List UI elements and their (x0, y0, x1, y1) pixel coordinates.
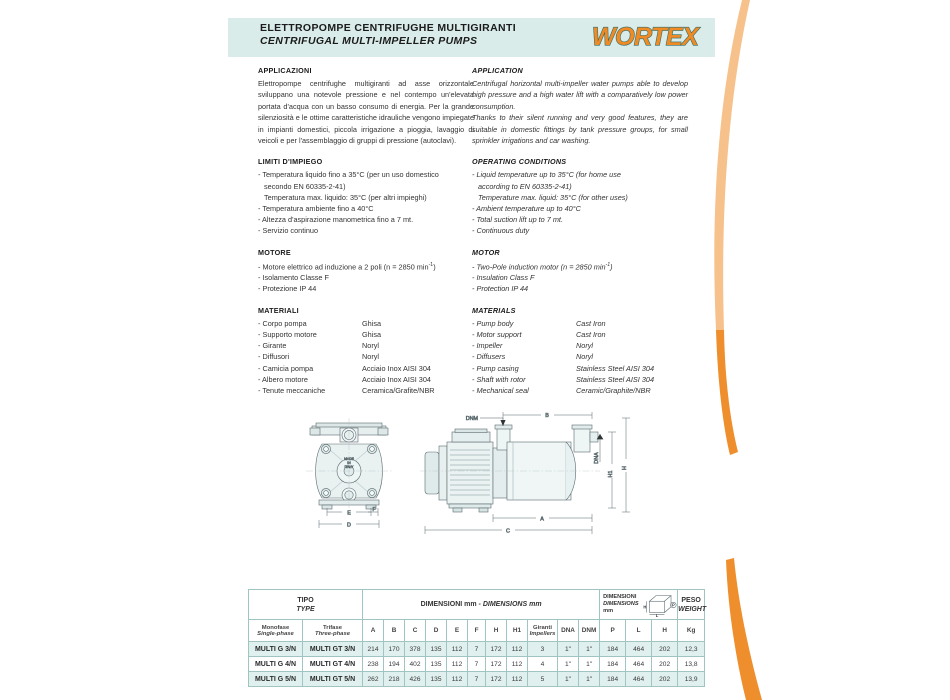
section-limiti (258, 157, 474, 236)
limiti-item: secondo EN 60335-2-41) (264, 181, 346, 191)
cell-H1: 112 (507, 657, 528, 672)
cell-DNA: 1" (558, 657, 579, 672)
title-english: CENTRIFUGAL MULTI-IMPELLER PUMPS (260, 35, 478, 47)
material-key: - Corpo pompa (258, 318, 307, 328)
label-DNM: DNM (465, 415, 478, 422)
superscript-minus-one: -1 (605, 261, 611, 268)
material-value: Noryl (576, 341, 594, 351)
material-key: - Motor support (472, 329, 522, 339)
th-giranti (528, 620, 558, 642)
wortex-logo: WORTEX (592, 23, 699, 51)
material-key: - Diffusori (258, 352, 290, 362)
th-monofase (249, 620, 303, 642)
cell-giranti: 5 (528, 672, 558, 687)
conditions-item: - Liquid temperature up to 35°C (for home use (472, 170, 621, 180)
section-operating-conditions (472, 157, 688, 236)
svg-text:MADE: MADE (344, 457, 354, 461)
cell-tri: MULTI GT 4/N (303, 657, 363, 672)
section-materiali (258, 306, 474, 396)
cell-H: 172 (486, 672, 507, 687)
technical-drawings (300, 412, 680, 562)
cell-mono: MULTI G 3/N (249, 642, 303, 657)
material-value: Ceramic/Graphite/NBR (576, 385, 651, 395)
applicazioni-body: Elettropompe centrifughe multigiranti ad asse orizzontale sviluppano una notevole pressione e nel contempo un'elevata portata d'acqua con un basso consumo di energia. Per la grande silenziosità e le ottime caratteristiche idrauliche vengono impiegate in impianti domestici, piccola irrigazione a pioggia, lavaggio di veicoli e per l'assemblaggio di gruppi di pressione (autoclavi). (258, 79, 474, 146)
section-motore (258, 248, 474, 295)
giranti-en: Impellers (529, 630, 556, 637)
table-row (249, 642, 705, 657)
material-row (258, 351, 474, 362)
limiti-item: - Servizio continuo (258, 226, 319, 236)
th-H: H (486, 620, 507, 642)
materiali-title: MATERIALI (258, 305, 299, 315)
motor-item: - Protection IP 44 (472, 284, 529, 294)
material-value: Ceramica/Grafite/NBR (362, 385, 435, 395)
cell-tri: MULTI GT 3/N (303, 642, 363, 657)
pkg-it: DIMENSIONI (603, 594, 637, 600)
motor-item: - Two-Pole induction motor (n = 2850 $\min^{-1}$) (472, 261, 613, 272)
cell-L: 464 (626, 642, 652, 657)
tipo-en: TYPE (296, 605, 315, 613)
cell-C: 402 (405, 657, 426, 672)
th-Kg: Kg (678, 620, 705, 642)
cell-DNM: 1" (579, 642, 600, 657)
label-D: D (347, 522, 351, 529)
cell-kg: 13,9 (678, 672, 705, 687)
cell-D: 135 (426, 657, 447, 672)
limiti-item: - Altezza d'aspirazione manometrica fino a 7 mt. (258, 215, 414, 225)
label-B: B (545, 413, 549, 420)
material-key: - Pump casing (472, 363, 519, 373)
cell-P: 184 (600, 642, 626, 657)
material-value: Noryl (576, 352, 594, 362)
pump-front-view (306, 418, 392, 512)
cell-F: 7 (468, 657, 486, 672)
cell-B: 194 (384, 657, 405, 672)
cell-C: 426 (405, 672, 426, 687)
label-DNA: DNA (594, 452, 600, 464)
limiti-item: Temperatura max. liquido: 35°C (per altri impieghi) (264, 192, 427, 202)
material-row (472, 385, 688, 396)
cell-A: 214 (363, 642, 384, 657)
pkg-unit: mm (603, 608, 614, 614)
limiti-title: LIMITI D'IMPIEGO (258, 157, 323, 167)
material-row (258, 385, 474, 396)
conditions-title: OPERATING CONDITIONS (472, 157, 567, 167)
cell-giranti: 4 (528, 657, 558, 672)
application-body-1: Centrifugal horizontal multi-impeller water pumps able to develop high pressure and a high water lift with a comparatively low power consumption. (472, 79, 688, 111)
conditions-item: according to EN 60335-2-41) (478, 181, 572, 191)
th-Hpkg: H (652, 620, 678, 642)
conditions-item: - Ambient temperature up to 40°C (472, 204, 581, 214)
table-row (249, 672, 705, 687)
material-value: Noryl (362, 352, 380, 362)
cell-E: 112 (447, 642, 468, 657)
th-P: P (600, 620, 626, 642)
motore-item: - Isolamento Classe F (258, 273, 329, 283)
cell-P: 184 (600, 657, 626, 672)
superscript-minus-one: -1 (428, 261, 434, 268)
material-key: - Girante (258, 341, 287, 351)
material-row (472, 351, 688, 362)
pkg-en: DIMENSIONS (603, 601, 639, 607)
label-C: C (506, 528, 510, 535)
cell-A: 262 (363, 672, 384, 687)
cell-P: 184 (600, 672, 626, 687)
svg-text:ITALY: ITALY (344, 465, 354, 469)
cell-giranti: 3 (528, 642, 558, 657)
column-english (472, 66, 688, 407)
limiti-item: - Temperatura liquido fino a 35°C (per un uso domestico (258, 170, 439, 180)
cell-F: 7 (468, 642, 486, 657)
th-group-dimensioni (363, 590, 600, 620)
cell-Hpkg: 202 (652, 657, 678, 672)
material-row (258, 363, 474, 374)
cell-Hpkg: 202 (652, 642, 678, 657)
cell-H1: 112 (507, 672, 528, 687)
material-key: - Camicia pompa (258, 363, 314, 373)
giranti-it: Giranti (533, 624, 552, 631)
box-label-h: H (642, 604, 646, 610)
conditions-item: - Total suction lift up to 7 mt. (472, 215, 563, 225)
cell-DNA: 1" (558, 672, 579, 687)
label-F: F (372, 507, 376, 513)
cell-A: 238 (363, 657, 384, 672)
cell-E: 112 (447, 657, 468, 672)
material-key: - Tenute meccaniche (258, 385, 326, 395)
section-motor (472, 248, 688, 295)
cell-kg: 12,3 (678, 642, 705, 657)
cell-L: 464 (626, 657, 652, 672)
material-key: - Supporto motore (258, 329, 317, 339)
limiti-item: - Temperatura ambiente fino a 40°C (258, 204, 374, 214)
cell-mono: MULTI G 5/N (249, 672, 303, 687)
material-key: - Pump body (472, 318, 514, 328)
cell-F: 7 (468, 672, 486, 687)
material-key: - Mechanical seal (472, 385, 529, 395)
th-C: C (405, 620, 426, 642)
th-A: A (363, 620, 384, 642)
mono-it: Monofase (261, 624, 290, 631)
peso-it: PESO (681, 596, 701, 604)
mono-en: Single-phase (257, 630, 294, 637)
th-L: L (626, 620, 652, 642)
svg-text:IN: IN (347, 461, 351, 465)
cell-L: 464 (626, 672, 652, 687)
material-value: Stainless Steel AISI 304 (576, 363, 655, 373)
cell-D: 135 (426, 642, 447, 657)
material-row (258, 329, 474, 340)
cell-DNM: 1" (579, 657, 600, 672)
cell-B: 170 (384, 642, 405, 657)
section-applicazioni (258, 66, 474, 146)
tipo-it: TIPO (297, 596, 314, 604)
material-value: Acciaio Inox AISI 304 (362, 374, 431, 384)
cell-D: 135 (426, 672, 447, 687)
tri-it: Trifase (323, 624, 342, 631)
conditions-item: Temperature max. liquid: 35°C (for other uses) (478, 192, 628, 202)
column-italian (258, 66, 474, 407)
applicazioni-title: APPLICAZIONI (258, 66, 312, 75)
box-label-p: P (671, 601, 675, 607)
decorative-swoosh (700, 0, 800, 700)
motore-item: - Motore elettrico ad induzione a 2 poli (n = 2850 $\min^{-1}$) (258, 261, 436, 272)
cell-B: 218 (384, 672, 405, 687)
material-key: - Albero motore (258, 374, 308, 384)
section-materials (472, 306, 688, 396)
material-value: Cast Iron (576, 318, 606, 328)
application-title: APPLICATION (472, 66, 523, 75)
application-body-2: Thanks to their silent running and very good features, they are suitable in domestic fittings by tank pressure groups, for small sprinkler irrigations and car washing. (472, 113, 688, 146)
title-italian: ELETTROPOMPE CENTRIFUGHE MULTIGIRANTI (260, 22, 516, 34)
dim-en: DIMENSIONS mm (482, 601, 542, 608)
material-value: Stainless Steel AISI 304 (576, 374, 655, 384)
material-row (472, 318, 688, 329)
material-value: Ghisa (362, 318, 382, 328)
motore-title: MOTORE (258, 247, 291, 257)
tri-en: Three-phase (314, 630, 351, 637)
label-E: E (347, 510, 351, 517)
th-group-peso (678, 590, 705, 620)
motor-title: MOTOR (472, 247, 500, 257)
material-row (472, 363, 688, 374)
th-D: D (426, 620, 447, 642)
th-F: F (468, 620, 486, 642)
th-trifase (303, 620, 363, 642)
material-row (472, 374, 688, 385)
label-H: H (622, 466, 628, 470)
th-DNM: DNM (579, 620, 600, 642)
motore-item: - Protezione IP 44 (258, 284, 317, 294)
label-H1: H1 (608, 470, 614, 478)
material-key: - Diffusers (472, 352, 506, 362)
th-H1: H1 (507, 620, 528, 642)
material-value: Acciaio Inox AISI 304 (362, 363, 431, 373)
material-row (258, 374, 474, 385)
material-value: Noryl (362, 341, 380, 351)
cell-H: 172 (486, 657, 507, 672)
material-row (258, 340, 474, 351)
cell-mono: MULTI G 4/N (249, 657, 303, 672)
cell-DNA: 1" (558, 642, 579, 657)
cell-DNM: 1" (579, 672, 600, 687)
box-label-l: L (655, 612, 658, 618)
th-group-tipo (249, 590, 363, 620)
cell-kg: 13,8 (678, 657, 705, 672)
motor-item-text: - Two-Pole induction motor (n = 2850 min (472, 262, 606, 272)
th-B: B (384, 620, 405, 642)
cell-C: 378 (405, 642, 426, 657)
material-value: Cast Iron (576, 329, 606, 339)
specification-table (248, 589, 707, 687)
cell-E: 112 (447, 672, 468, 687)
cell-H: 172 (486, 642, 507, 657)
material-row (472, 329, 688, 340)
page-title (260, 22, 640, 48)
section-application (472, 66, 688, 146)
material-row (472, 340, 688, 351)
material-row (258, 318, 474, 329)
conditions-item: - Continuous duty (472, 226, 530, 236)
material-value: Ghisa (362, 329, 382, 339)
table-row (249, 657, 705, 672)
cell-H1: 112 (507, 642, 528, 657)
motore-item-text: - Motore elettrico ad induzione a 2 poli (n = 2850 min (258, 262, 429, 272)
th-E: E (447, 620, 468, 642)
cell-Hpkg: 202 (652, 672, 678, 687)
pump-side-view (420, 425, 600, 512)
material-key: - Impeller (472, 341, 503, 351)
th-group-packaging (600, 590, 678, 620)
cell-tri: MULTI GT 5/N (303, 672, 363, 687)
label-A: A (540, 516, 544, 523)
materials-title: MATERIALS (472, 305, 516, 315)
peso-en: WEIGHT (678, 605, 707, 613)
dim-it: DIMENSIONI mm - (420, 601, 483, 608)
material-key: - Shaft with rotor (472, 374, 526, 384)
th-DNA: DNA (558, 620, 579, 642)
motor-item: - Insulation Class F (472, 273, 535, 283)
package-box-icon (642, 592, 678, 618)
